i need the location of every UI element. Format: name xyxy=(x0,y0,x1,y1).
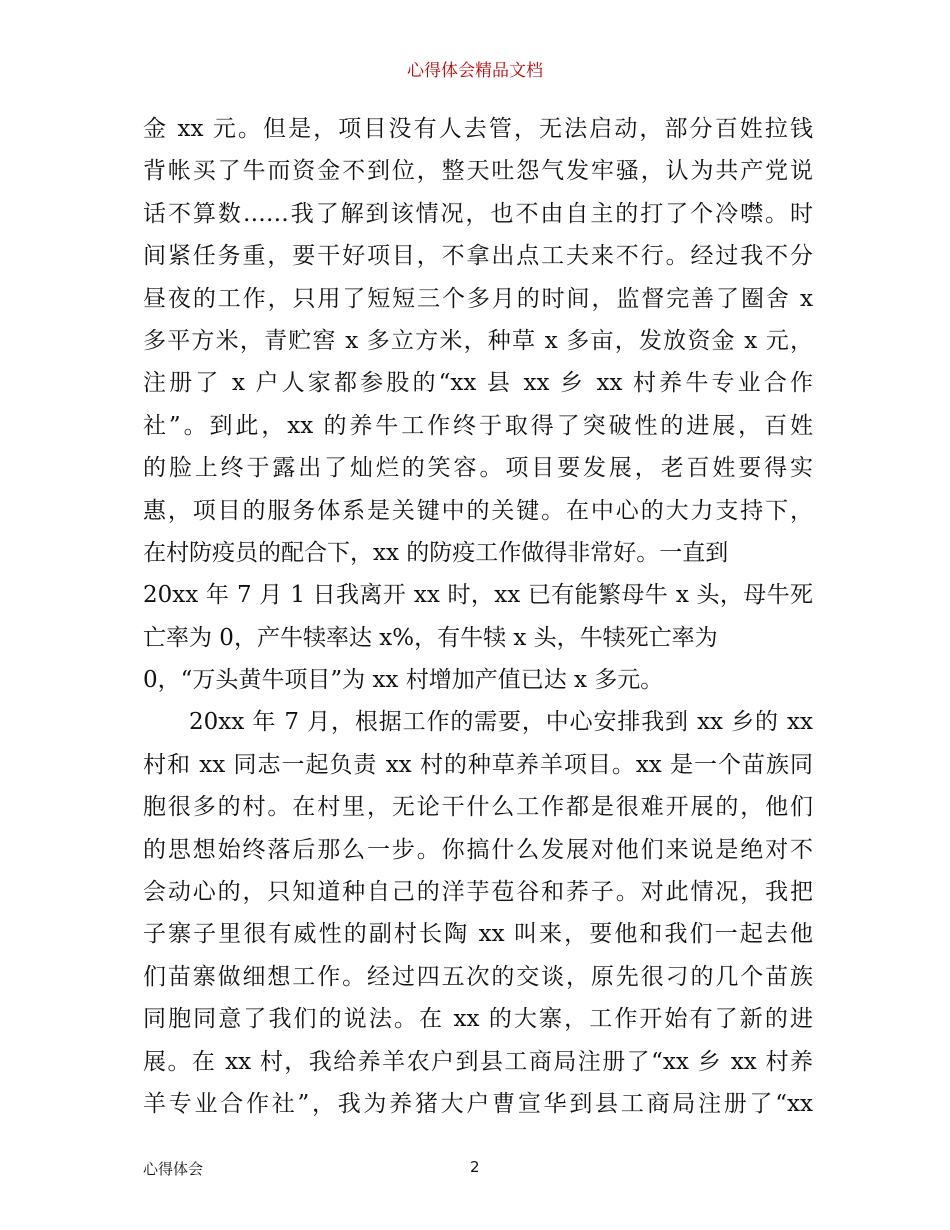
text-line: 羊专业合作社”，我为养猪大户曹宣华到县工商局注册了“xx xyxy=(143,1090,813,1117)
footer-label: 心得体会 xyxy=(143,1160,204,1178)
text-line: 0，“万头黄牛项目”为 xx 村增加产值已达 x 多元。 xyxy=(143,667,664,694)
page-number: 2 xyxy=(470,1158,480,1176)
text-line: 间紧任务重，要干好项目，不拿出点工夫来不行。经过我不分 xyxy=(143,243,813,270)
text-line: 20xx 年 7 月 1 日我离开 xx 时，xx 已有能繁母牛 x 头，母牛死 xyxy=(143,582,813,609)
text-line: 们苗寨做细想工作。经过四五次的交谈，原先很刁的几个苗族 xyxy=(143,963,813,990)
text-line: 话不算数……我了解到该情况，也不由自主的打了个冷噤。时 xyxy=(143,200,813,227)
text-line: 昼夜的工作，只用了短短三个多月的时间，监督完善了圈舍 x xyxy=(143,285,813,312)
text-line: 胞很多的村。在村里，无论干什么工作都是很难开展的，他们 xyxy=(143,794,813,821)
document-body xyxy=(143,108,813,1125)
text-line: 在村防疫员的配合下，xx 的防疫工作做得非常好。一直到 xyxy=(143,539,729,566)
text-line: 背帐买了牛而资金不到位，整天吐怨气发牢骚，认为共产党说 xyxy=(143,158,813,185)
text-line: 的脸上终于露出了灿烂的笑容。项目要发展，老百姓要得实 xyxy=(143,455,813,482)
text-line: 会动心的，只知道种自己的洋芋苞谷和荞子。对此情况，我把 xyxy=(143,879,813,906)
text-line: 注册了 x 户人家都参股的“xx 县 xx 乡 xx 村养牛专业合作 xyxy=(143,370,813,397)
text-line: 惠，项目的服务体系是关键中的关键。在中心的大力支持下， xyxy=(143,497,813,524)
text-line: 金 xx 元。但是，项目没有人去管，无法启动，部分百姓拉钱 xyxy=(143,116,813,142)
text-line-paragraph-start: 20xx 年 7 月，根据工作的需要，中心安排我到 xx 乡的 xx xyxy=(189,709,813,736)
text-line: 社”。到此，xx 的养牛工作终于取得了突破性的进展，百姓 xyxy=(143,412,813,439)
document-header-title: 心得体会精品文档 xyxy=(407,61,543,81)
text-line: 同胞同意了我们的说法。在 xx 的大寨，工作开始有了新的进 xyxy=(143,1006,813,1033)
text-line: 村和 xx 同志一起负责 xx 村的种草养羊项目。xx 是一个苗族同 xyxy=(143,751,813,778)
text-line: 亡率为 0，产牛犊率达 x%，有牛犊 x 头，牛犊死亡率为 xyxy=(143,624,718,651)
text-line: 的思想始终落后那么一步。你搞什么发展对他们来说是绝对不 xyxy=(143,836,813,863)
text-line: 子寨子里很有威性的副村长陶 xx 叫来，要他和我们一起去他 xyxy=(143,921,813,948)
text-line: 多平方米，青贮窖 x 多立方米，种草 x 多亩，发放资金 x 元， xyxy=(143,327,813,354)
text-line: 展。在 xx 村，我给养羊农户到县工商局注册了“xx 乡 xx 村养 xyxy=(143,1048,813,1075)
